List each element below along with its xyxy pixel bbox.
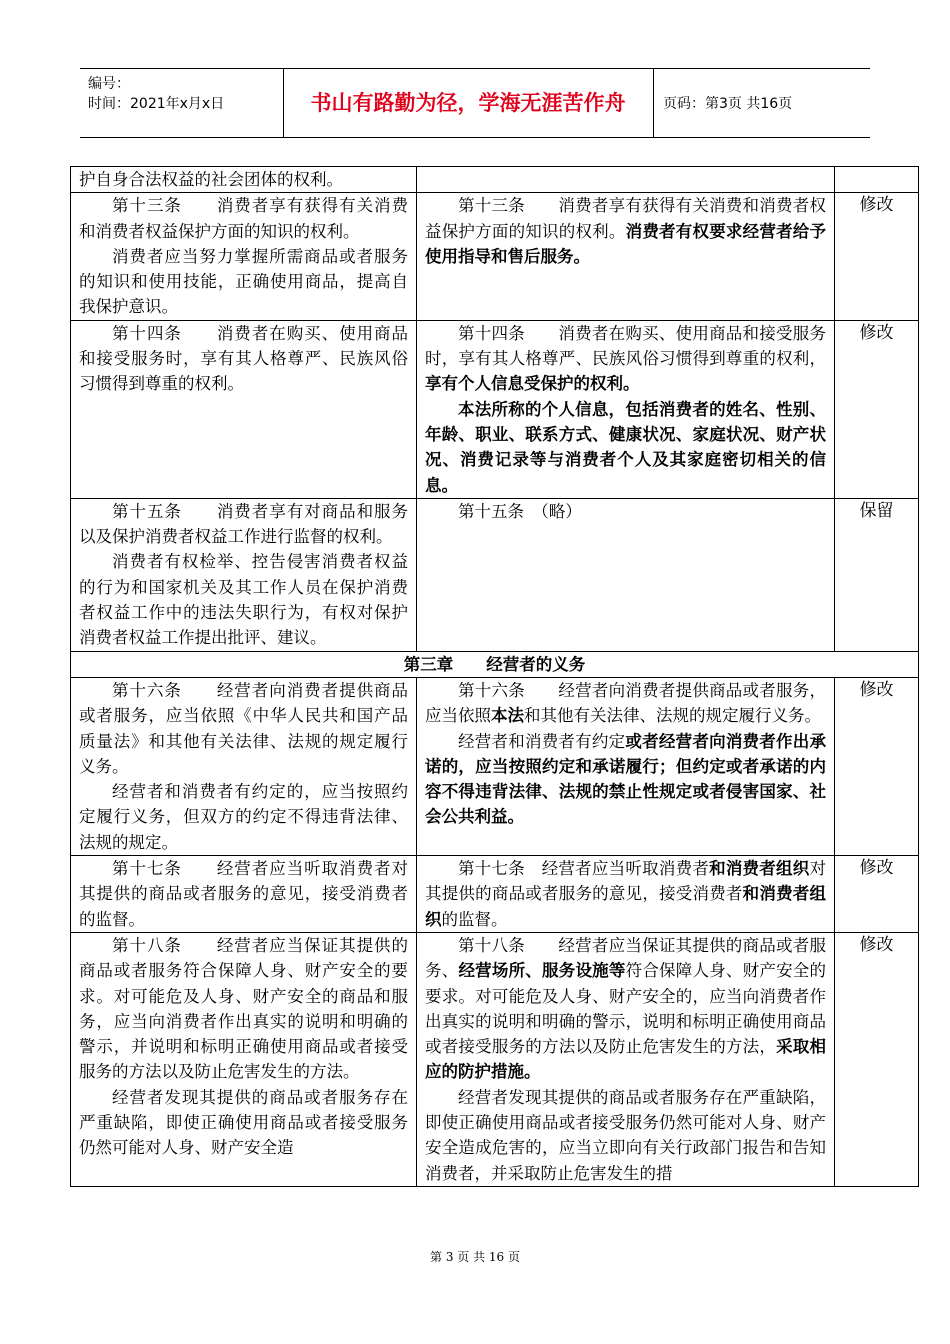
old-paragraph: 消费者应当努力掌握所需商品或者服务的知识和使用技能，正确使用商品，提高自我保护意识。 xyxy=(79,246,408,317)
new-text: 第十七条 经营者应当听取消费者 xyxy=(458,859,710,879)
new-text-cell xyxy=(417,498,835,651)
new-paragraph xyxy=(425,729,826,830)
status-cell: 修改 xyxy=(835,320,919,498)
status-cell xyxy=(835,167,919,193)
new-text: 第十六条 经营者向消费者提供商品或者服务，应当依照 xyxy=(425,680,826,726)
header-meta xyxy=(80,69,284,137)
new-text: 第十三条 消费者享有获得有关消费和消费者权益保护方面的知识的权利。 xyxy=(425,196,826,241)
amended-text: 采取相应的防护措施。 xyxy=(425,1037,827,1082)
amended-text: 消费者有权要求经营者给予使用指导和售后服务。 xyxy=(425,221,827,266)
table-row xyxy=(71,320,919,498)
new-text-cell xyxy=(417,167,835,193)
new-text-cell xyxy=(417,932,835,1186)
new-text: 经营者和消费者有约定 xyxy=(458,731,626,751)
amended-text: 本法 xyxy=(491,706,524,726)
new-paragraph xyxy=(425,321,826,397)
table-row xyxy=(71,193,919,320)
amended-text: 和消费者组织 xyxy=(709,859,810,879)
table-row xyxy=(71,677,919,855)
page-footer: 第 3 页 共 16 页 xyxy=(430,1250,520,1264)
date-line: 时间：2021年x月x日 xyxy=(88,96,225,112)
old-paragraph: 第十八条 经营者应当保证其提供的商品或者服务符合保障人身、财产安全的要求。对可能危及人身、财产安全的商品和服务，应当向消费者作出真实的说明和明确的警示，并说明和标明正确使用商品或者接受服务的方法以及防止危害发生的方法。 xyxy=(79,935,408,1082)
new-text-cell xyxy=(417,320,835,498)
old-paragraph: 第十三条 消费者享有获得有关消费和消费者权益保护方面的知识的权利。 xyxy=(79,196,408,241)
page-header xyxy=(80,68,870,138)
old-paragraph: 第十五条 消费者享有对商品和服务以及保护消费者权益工作进行监督的权利。 xyxy=(79,501,408,547)
new-text: 的监督。 xyxy=(441,909,508,929)
status-cell: 修改 xyxy=(835,932,919,1186)
amended-paragraph: 本法所称的个人信息，包括消费者的姓名、性别、年龄、职业、联系方式、健康状况、家庭状况、财产状况、消费记录等与消费者个人及其家庭密切相关的信息。 xyxy=(425,399,826,495)
status-cell: 修改 xyxy=(835,677,919,855)
amended-text: 经营场所、服务设施等 xyxy=(458,961,626,981)
new-text: 第十八条 经营者应当保证其提供的商品或者服务、 xyxy=(425,935,826,981)
old-paragraph: 第十六条 经营者向消费者提供商品或者服务，应当依照《中华人民共和国产品质量法》和其他有关法律、法规的规定履行义务。 xyxy=(79,680,408,776)
new-paragraph xyxy=(425,856,826,932)
serial-number-label: 编号： xyxy=(88,76,130,92)
table-row xyxy=(71,498,919,651)
new-text: 第十四条 消费者在购买、使用商品和接受服务时，享有其人格尊严、民族风俗习惯得到尊重的权利， xyxy=(425,323,826,369)
chapter-heading: 第三章 经营者的义务 xyxy=(71,651,919,677)
new-text-cell xyxy=(417,193,835,320)
old-paragraph: 第十七条 经营者应当听取消费者对其提供的商品或者服务的意见，接受消费者的监督。 xyxy=(79,859,408,929)
new-text: 符合保障人身、财产安全的要求。对可能危及人身、财产安全的，应当向消费者作出真实的说明和明确的警示，说明和标明正确使用商品或者接受服务的方法以及防止危害发生的方法， xyxy=(425,961,827,1057)
old-text-cell xyxy=(71,320,417,498)
table-row xyxy=(71,932,919,1186)
new-text: 对其提供的商品或者服务的意见，接受消费者 xyxy=(425,859,827,904)
new-text-cell xyxy=(417,677,835,855)
status-cell: 修改 xyxy=(835,193,919,320)
new-paragraph: 经营者发现其提供的商品或者服务存在严重缺陷，即使正确使用商品或者接受服务仍然可能对人身、财产安全造成危害的，应当立即向有关行政部门报告和告知消费者，并采取防止危害发生的措 xyxy=(425,1087,826,1183)
law-comparison-table xyxy=(70,166,919,1187)
amended-text: 或者经营者向消费者作出承诺的，应当按照约定和承诺履行；但约定或者承诺的内容不得违背法律、法规的禁止性规定或者侵害国家、社会公共利益。 xyxy=(425,731,827,827)
old-paragraph: 第十四条 消费者在购买、使用商品和接受服务时，享有其人格尊严、民族风俗习惯得到尊重的权利。 xyxy=(79,323,408,394)
old-text-cell xyxy=(71,856,417,933)
amended-text: 享有个人信息受保护的权利。 xyxy=(425,374,640,394)
status-cell: 修改 xyxy=(835,856,919,933)
table-row xyxy=(71,167,919,193)
header-page-info: 页码：第3页 共16页 xyxy=(663,96,793,112)
old-text-cell xyxy=(71,193,417,320)
old-text-cell xyxy=(71,167,417,193)
amended-text: 和消费者组织 xyxy=(425,884,827,929)
old-text-cell xyxy=(71,932,417,1186)
old-paragraph: 消费者有权检举、控告侵害消费者权益的行为和国家机关及其工作人员在保护消费者权益工作中的违法失职行为，有权对保护消费者权益工作提出批评、建议。 xyxy=(79,552,408,648)
old-text-cell xyxy=(71,677,417,855)
header-motto: 书山有路勤为径，学海无涯苦作舟 xyxy=(283,69,654,137)
chapter-row xyxy=(71,651,919,677)
table-row xyxy=(71,856,919,933)
old-paragraph: 经营者和消费者有约定的，应当按照约定履行义务，但双方的约定不得违背法律、法规的规定。 xyxy=(79,782,408,852)
new-text-cell xyxy=(417,856,835,933)
status-cell: 保留 xyxy=(835,498,919,651)
new-paragraph xyxy=(425,193,826,269)
old-paragraph: 护自身合法权益的社会团体的权利。 xyxy=(79,170,343,189)
old-paragraph: 经营者发现其提供的商品或者服务存在严重缺陷，即使正确使用商品或者接受服务仍然可能对人身、财产安全造 xyxy=(79,1087,408,1158)
new-text: 和其他有关法律、法规的规定履行义务。 xyxy=(524,706,821,726)
old-text-cell xyxy=(71,498,417,651)
new-paragraph xyxy=(425,933,826,1085)
new-paragraph: 第十五条 （略） xyxy=(458,501,582,521)
new-paragraph xyxy=(425,678,826,729)
